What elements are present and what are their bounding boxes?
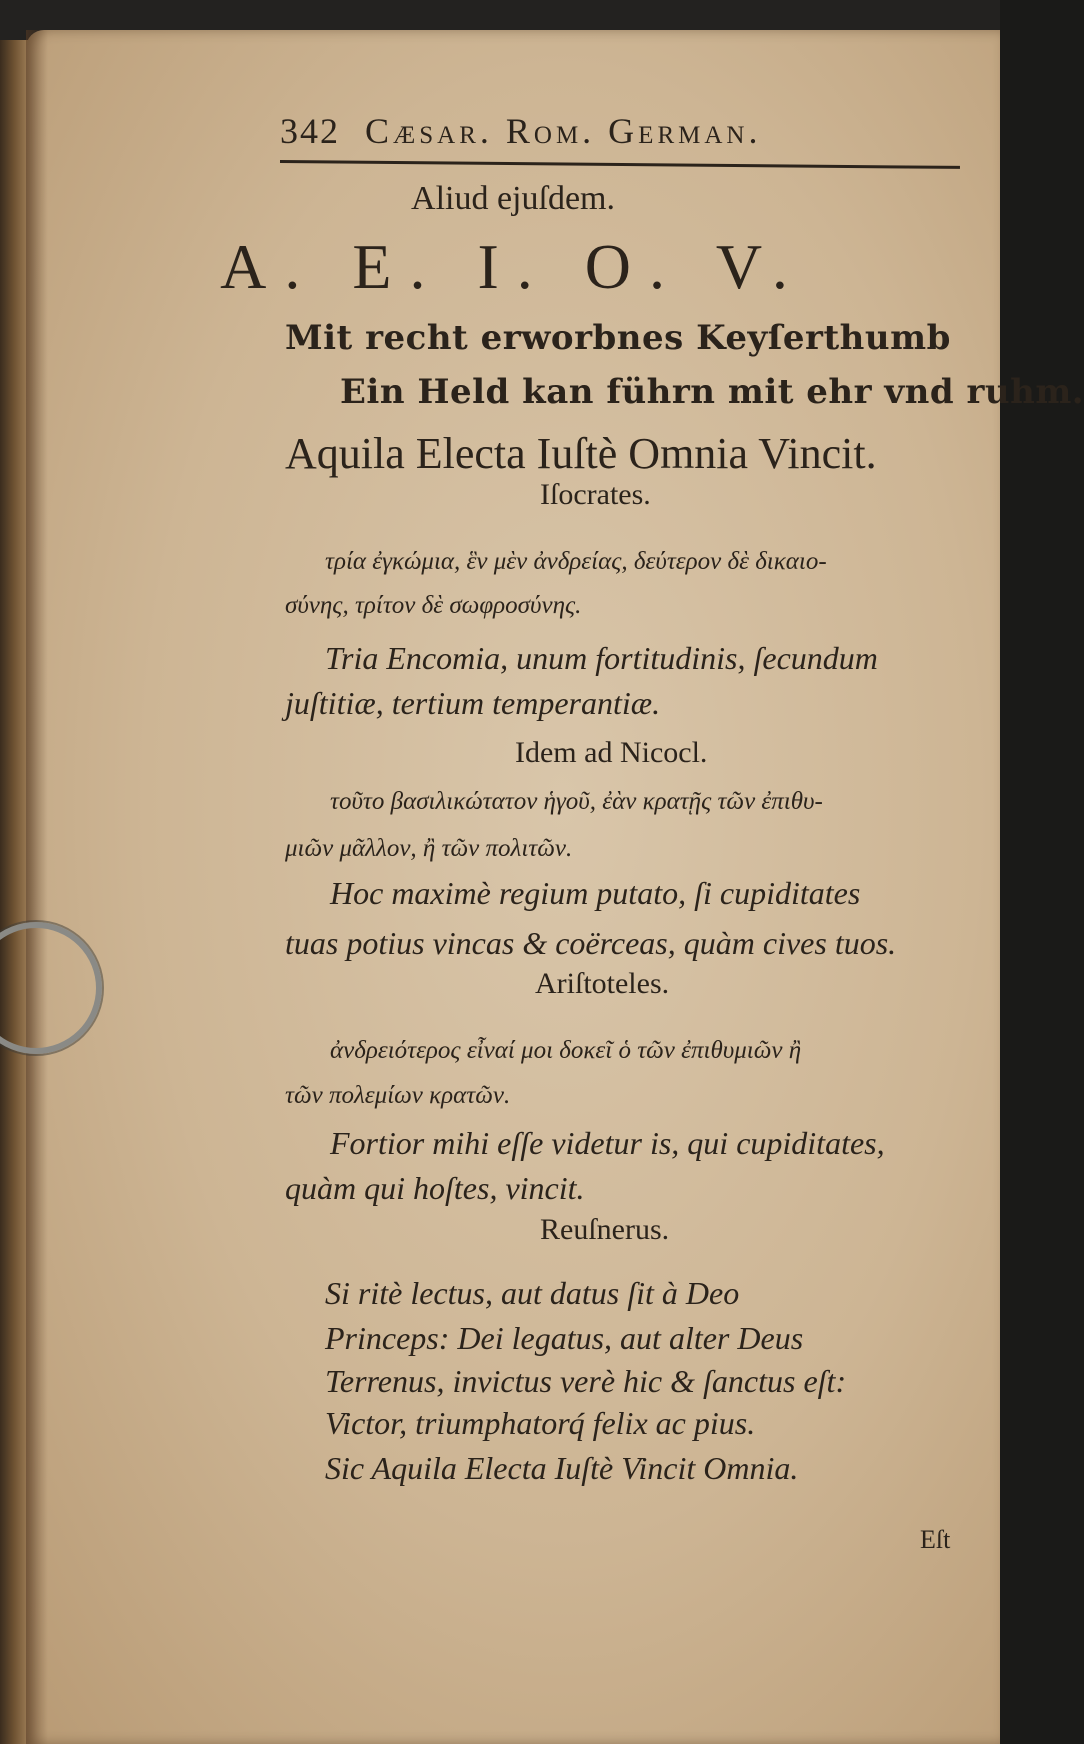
latin-translation-line: Hoc maximè regium putato, ſi cupiditates (330, 875, 861, 911)
catchword: Eſt (920, 1525, 951, 1554)
german-verse-line-1: Mit recht erworbnes Keyſerthumb (285, 318, 951, 358)
greek-quote-line: τρία ἐγκώμια, ἓν μὲν ἀνδρείας, δεύτερον δὲ δικαιο- (325, 548, 827, 575)
verse-line: Si ritè lectus, aut datus ſit à Deo (325, 1275, 740, 1311)
latin-translation-line: tuas potius vincas & coërceas, quàm cives tuos. (285, 925, 897, 961)
running-header (280, 110, 761, 152)
latin-translation-line: quàm qui hoſtes, vincit. (285, 1170, 585, 1206)
acronym-title: A. E. I. O. V. (220, 231, 806, 302)
author-heading-aristotle: Ariſtoteles. (535, 967, 670, 1000)
greek-quote-line: μιῶν μᾶλλον, ἢ τῶν πολιτῶν. (285, 835, 573, 862)
author-heading-isocrates: Iſocrates. (540, 478, 651, 511)
verse-line: Sic Aquila Electa Iuſtè Vincit Omnia. (325, 1450, 799, 1486)
verse-line: Victor, triumphatorq́ felix ac pius. (325, 1405, 756, 1441)
german-verse-line-2: Ein Held kan führn mit ehr vnd ruhm. (340, 372, 1084, 412)
running-head-title: Cæsar. Rom. German. (365, 111, 762, 151)
author-heading-nicocles: Idem ad Nicocl. (515, 736, 708, 769)
greek-quote-line: σύνης, τρίτον δὲ σωφροσύνης. (285, 592, 582, 619)
verse-line: Terrenus, invictus verè hic & ſanctus eſt: (325, 1363, 847, 1399)
greek-quote-line: τοῦτο βασιλικώτατον ἡγοῦ, ἐὰν κρατῇς τῶν ἐπιθυ- (330, 788, 823, 815)
page-number: 342 (280, 111, 340, 151)
author-heading-reusner: Reuſnerus. (540, 1213, 670, 1246)
greek-quote-line: τῶν πολεμίων κρατῶν. (285, 1082, 511, 1109)
section-heading: Aliud ejuſdem. (411, 180, 615, 217)
verse-line: Princeps: Dei legatus, aut alter Deus (325, 1320, 804, 1356)
latin-translation-line: Fortior mihi eſſe videtur is, qui cupiditates, (330, 1125, 885, 1161)
aquila-motto: Aquila Electa Iuſtè Omnia Vincit. (285, 429, 877, 478)
latin-translation-line: juſtitiæ, tertium temperantiæ. (285, 685, 661, 721)
greek-quote-line: ἀνδρειότερος εἶναί μοι δοκεῖ ὁ τῶν ἐπιθυμιῶν ἢ (330, 1037, 802, 1064)
latin-translation-line: Tria Encomia, unum fortitudinis, ſecundum (325, 640, 878, 676)
